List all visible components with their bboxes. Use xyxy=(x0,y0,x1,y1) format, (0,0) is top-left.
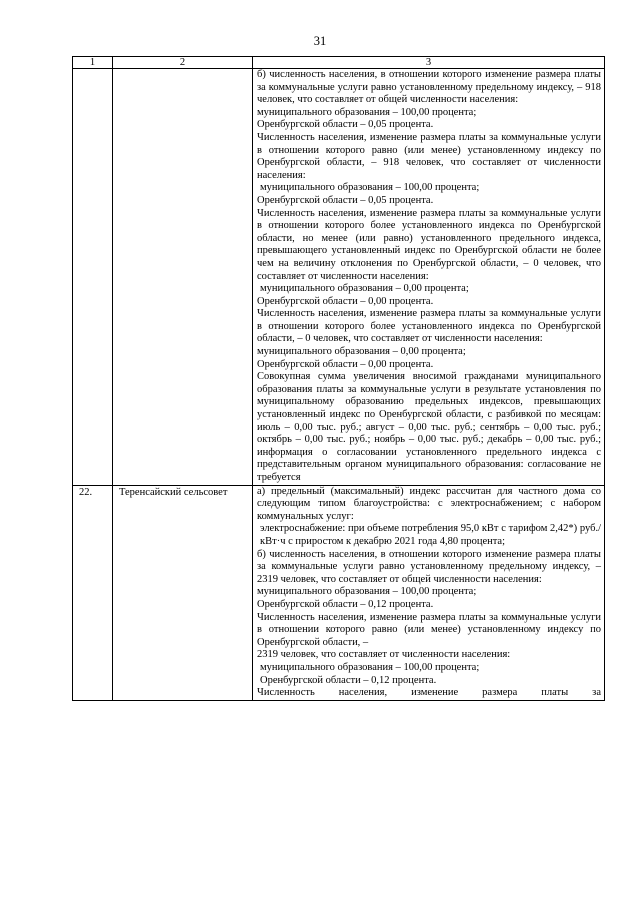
paragraph: Численность населения, изменение размера платы за коммунальные услуги в отношении которого более установленного индекса по Оренбургской области, но менее (или равно) установленного предельного индекса, превышающего установленный индекс по Оренбургской области не более чем на величину отклонения по Оренбургской области, – 0 человек, что составляет от численности населения: xyxy=(257,207,601,282)
paragraph: Оренбургской области – 0,12 процента. xyxy=(260,674,437,686)
paragraph: Оренбургской области – 0,00 процента. xyxy=(257,358,434,370)
paragraph: муниципального образования – 0,00 процента; xyxy=(260,283,469,295)
paragraph: б) численность населения, в отношении которого изменение размера платы за коммунальные услуги равно установленному предельному индексу, – 918 человек, что составляет от общей численности населения: xyxy=(257,69,601,106)
paragraph: Оренбургской области – 0,05 процента. xyxy=(257,194,434,206)
document-table xyxy=(72,56,605,701)
paragraph: муниципального образования – 100,00 процента; xyxy=(260,182,480,194)
paragraph: электроснабжение: при объеме потребления 95,0 кВт с тарифом 2,42*) руб./кВт·ч с приростом к декабрю 2021 года 4,80 процента; xyxy=(260,523,601,547)
paragraph: Численность населения, изменение размера платы за коммунальные услуги в отношении которого более установленного индекса по Оренбургской области, – 0 человек, что составляет от численности населения: xyxy=(257,308,601,345)
index-description xyxy=(253,69,605,486)
paragraph: Численность населения, изменение размера платы за коммунальные услуги в отношении которого равно (или менее) установленному индексу по Оренбургской области, – xyxy=(257,611,601,648)
header-col-2: 2 xyxy=(113,57,253,69)
paragraph: муниципального образования – 100,00 процента; xyxy=(260,661,480,673)
paragraph: Численность населения, изменение размера платы за xyxy=(257,687,601,699)
paragraph: Совокупная сумма увеличения вносимой гражданами муниципального образования платы за коммунальные услуги в результате установления по муниципальному образованию предельных индексов, превышающих установленный индекс по Оренбургской области, с разбивкой по месяцам: июль – 0,00 тыс. руб.; август – 0,00 тыс. руб.; сентябрь – 0,00 тыс. руб.; октябрь – 0,00 тыс. руб.; ноябрь – 0,00 тыс. руб.; декабрь – 0,00 тыс. руб.; информация о согласовании установленного предельного индекса с представительным органом муниципального образования: согласование не требуется xyxy=(257,371,601,483)
page-number: 31 xyxy=(313,34,327,48)
header-col-1: 1 xyxy=(73,57,113,69)
paragraph: Оренбургской области – 0,00 процента. xyxy=(257,295,434,307)
paragraph: Численность населения, изменение размера платы за коммунальные услуги в отношении которого равно (или менее) установленному индексу по Оренбургской области, – 918 человек, что составляет от численности населения: xyxy=(257,131,601,181)
paragraph: а) предельный (максимальный) индекс рассчитан для частного дома со следующим типом благоустройства: с электроснабжением; с набором коммунальных услуг: xyxy=(257,485,601,522)
table-header-row xyxy=(73,57,605,69)
row-number xyxy=(73,69,113,486)
paragraph: муниципального образования – 100,00 процента; xyxy=(257,106,477,118)
row-number: 22. xyxy=(73,485,113,700)
paragraph: б) численность населения, в отношении которого изменение размера платы за коммунальные услуги равно установленному предельному индексу, – 2319 человек, что составляет от общей численности населения: xyxy=(257,548,601,585)
paragraph: Оренбургской области – 0,12 процента. xyxy=(257,598,434,610)
table-row xyxy=(73,69,605,486)
header-col-3: 3 xyxy=(253,57,605,69)
index-description xyxy=(253,485,605,700)
municipality-name xyxy=(113,69,253,486)
table-row xyxy=(73,485,605,700)
paragraph: 2319 человек, что составляет от численности населения: xyxy=(257,649,511,661)
paragraph: Оренбургской области – 0,05 процента. xyxy=(257,119,434,131)
paragraph: муниципального образования – 100,00 процента; xyxy=(257,586,477,598)
paragraph: муниципального образования – 0,00 процента; xyxy=(257,346,466,358)
municipality-name: Теренсайский сельсовет xyxy=(113,485,253,700)
